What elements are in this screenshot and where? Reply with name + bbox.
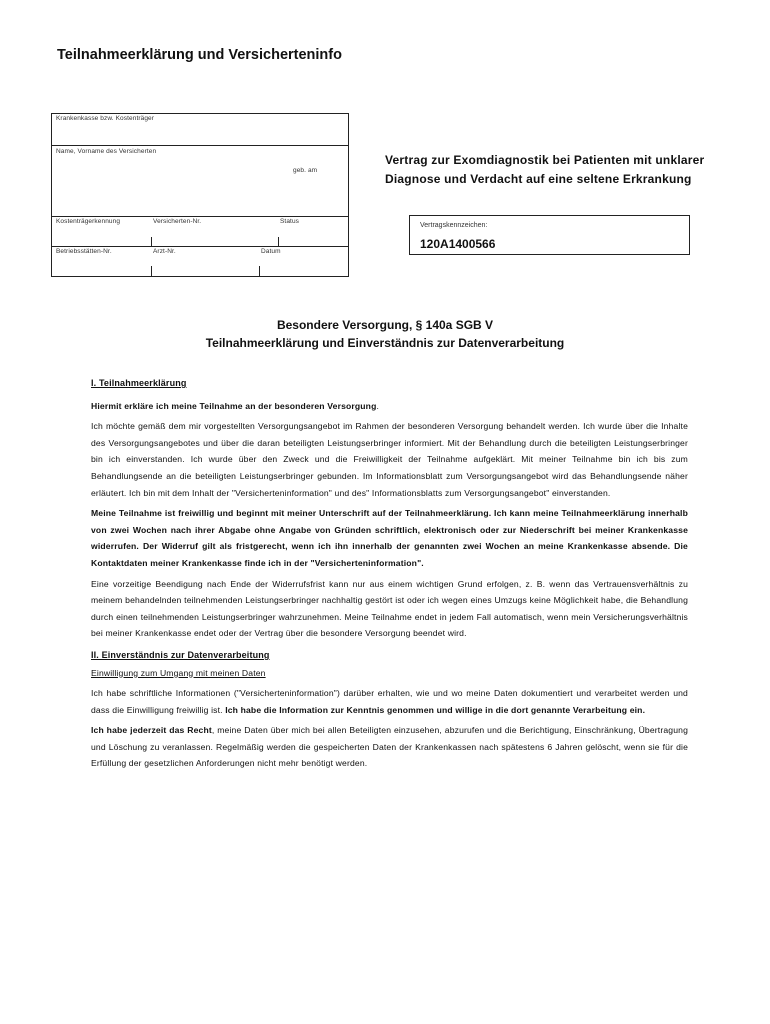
section-2-paragraph-2 bbox=[91, 722, 688, 772]
section-1-title: I. Teilnahmeerklärung bbox=[91, 378, 187, 388]
section-2-p2-text: , meine Daten über mich bei allen Beteiligten einzusehen, abzurufen und die Berichtigung, Einschränkung, Übertragung und Löschung zu veranlassen. Regelmäßig werden die gespeicherten Daten der Krankenkassen nach spätestens 6 Jahren gelöscht, wenn sie für die Erfüllung der gesetzlichen Anforderungen nicht mehr benötigt werden. bbox=[91, 725, 688, 769]
field-label-name: Name, Vorname des Versicherten bbox=[56, 148, 157, 155]
divider bbox=[259, 266, 260, 276]
divider bbox=[151, 266, 152, 276]
heading-line-2: Teilnahmeerklärung und Einverständnis zur Datenverarbeitung bbox=[205, 336, 565, 350]
section-2-paragraph-1 bbox=[91, 685, 688, 718]
heading-line-1: Besondere Versorgung, § 140a SGB V bbox=[276, 318, 494, 332]
contract-id-label: Vertragskennzeichen: bbox=[420, 222, 488, 229]
field-label-arzt-nr: Arzt-Nr. bbox=[153, 248, 176, 255]
section-1-lead bbox=[91, 398, 688, 415]
field-label-geb-am: geb. am bbox=[293, 167, 318, 174]
field-label-datum: Datum bbox=[261, 248, 281, 255]
section-2-title: II. Einverständnis zur Datenverarbeitung bbox=[91, 649, 270, 660]
page-title: Teilnahmeerklärung und Versicherteninfo bbox=[57, 47, 342, 63]
contract-id-value: 120A1400566 bbox=[420, 237, 496, 251]
field-label-status: Status bbox=[280, 218, 300, 225]
field-label-kostentraegerkennung: Kostenträgerkennung bbox=[56, 218, 121, 225]
contract-title: Vertrag zur Exomdiagnostik bei Patienten mit unklarer Diagnose und Verdacht auf eine seltene Erkrankung bbox=[385, 153, 705, 186]
field-label-versicherten-nr: Versicherten-Nr. bbox=[153, 218, 202, 225]
section-1-paragraph-1: Ich möchte gemäß dem mir vorgestellten Versorgungsangebot im Rahmen der besonderen Versorgung behandelt werden. Ich wurde über die Inhalte des Versorgungsangebotes und über die daran beteiligten Leistungserbringer informiert. Mit der Behandlung durch die beteiligten Leistungserbringer bin ich einverstanden. Ich wurde über den Zweck und die Freiwilligkeit der Teilnahme aufgeklärt. Mit meiner Teilnahme bin ich bis zum Behandlungsende an die beteiligten Leistungserbringer gebunden. Im Informationsblatt zum Versorgungsangebot wird das Behandlungsende näher erläutert. Ich bin mit dem Inhalt der "Versicherteninformation" und des" Informationsblatts zum Versorgungsangebot" einverstanden. bbox=[91, 421, 688, 498]
divider bbox=[151, 237, 152, 246]
divider bbox=[278, 237, 279, 246]
insurance-header-form bbox=[51, 113, 349, 277]
section-2-subtitle: Einwilligung zum Umgang mit meinen Daten bbox=[91, 667, 266, 678]
field-label-krankenkasse: Krankenkasse bzw. Kostenträger bbox=[56, 115, 155, 122]
field-label-betriebsstaetten-nr: Betriebsstätten-Nr. bbox=[56, 248, 112, 255]
document-body bbox=[91, 375, 688, 772]
section-2-p1-bold: Ich habe die Information zur Kenntnis genommen und willige in die dort genannte Verarbeitung ein. bbox=[225, 704, 646, 715]
divider bbox=[52, 246, 348, 247]
contract-id-box bbox=[409, 215, 690, 255]
divider bbox=[52, 145, 348, 146]
section-2-p2-bold: Ich habe jederzeit das Recht bbox=[91, 725, 212, 736]
section-2-p1-text: Ich habe schriftliche Informationen ("Versicherteninformation") darüber erhalten, wie und wo meine Daten dokumentiert und verarbeitet werden und dass die Einwilligung freiwillig ist. bbox=[91, 688, 688, 715]
section-1-paragraph-2: Meine Teilnahme ist freiwillig und beginnt mit meiner Unterschrift auf der Teilnahmeerklärung. Ich kann meine Teilnahmeerklärung innerhalb von zwei Wochen nach ihrer Abgabe ohne Angabe von Gründen schriftlich, elektronisch oder zur Niederschrift bei meiner Krankenkasse widerrufen. Der Widerruf gilt als fristgerecht, wenn ich ihn innerhalb der genannten zwei Wochen an meine Krankenkasse absende. Die Kontaktdaten meiner Krankenkasse finde ich in der "Versicherteninformation". bbox=[91, 508, 688, 568]
section-1-lead-end: . bbox=[376, 400, 380, 411]
divider bbox=[52, 216, 348, 217]
section-1-paragraph-3: Eine vorzeitige Beendigung nach Ende der Widerrufsfrist kann nur aus einem wichtigen Grund erfolgen, z. B. wenn das Vertrauensverhältnis zu meinem behandelnden teilnehmenden Leistungserbringer nachhaltig gestört ist oder ich wegen eines Umzugs keine Möglichkeit habe, die Behandlung durch einen teilnehmenden Leistungserbringer wahrzunehmen. Meine Teilnahme endet in jedem Fall automatisch, wenn mein Versicherungsverhältnis bei meiner Krankenkasse endet oder der Vertrag über die besondere Versorgung beendet wird. bbox=[91, 578, 688, 639]
section-1-lead-text: Hiermit erkläre ich meine Teilnahme an der besonderen Versorgung bbox=[91, 400, 377, 411]
